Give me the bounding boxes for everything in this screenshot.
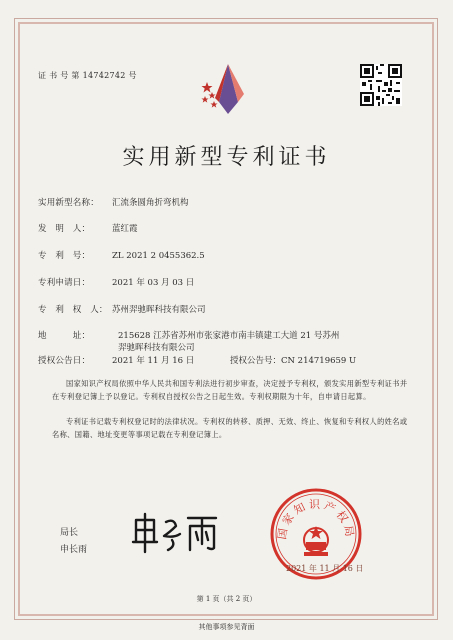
field-value: 苏州羿驰晖科技有限公司 — [112, 305, 206, 315]
footer-note: 其他事项参见背面 — [198, 623, 255, 631]
seal-date: 2021 年 11 月 16 日 — [286, 564, 364, 573]
seal-text: 国家知识产权局 — [275, 498, 357, 541]
director-signature — [130, 512, 222, 554]
publication-number-value: CN 214719659 U — [281, 356, 357, 366]
field-value: 蓝红霞 — [112, 224, 138, 234]
certificate-title: 实用新型专利证书 — [122, 145, 331, 170]
certificate-number: 证 书 号 第 14742742 号 — [38, 71, 137, 80]
field-address — [38, 329, 339, 341]
field-patent-number — [38, 249, 205, 261]
field-label: 专 利 号： — [38, 251, 91, 261]
field-label: 专 利 权 人： — [38, 305, 108, 315]
field-inventor — [38, 222, 138, 234]
publication-number-label: 授权公告号： — [230, 356, 282, 366]
paragraph-legal-status: 专利证书记载专利权登记时的法律状况。专利权的转移、质押、无效、终止、恢复和专利权人的姓名或名称、国籍、地址变更等事项记载在专利登记簿上。 — [52, 417, 408, 439]
field-patentee — [38, 303, 206, 315]
director-name: 申长雨 — [60, 545, 88, 555]
field-label: 地 址： — [38, 331, 91, 341]
field-grant — [38, 354, 356, 366]
field-value: ZL 2021 2 0455362.5 — [112, 251, 205, 261]
field-application-date — [38, 276, 194, 288]
director-title: 局长 — [60, 528, 79, 538]
field-label: 专利申请日： — [38, 278, 91, 288]
cnipa-logo-icon — [198, 58, 258, 118]
field-value: 2021 年 03 月 03 日 — [112, 278, 195, 288]
address-line-1: 215628 江苏省苏州市张家港市南丰镇建工大道 21 号苏州 — [118, 331, 340, 341]
page-number: 第 1 页（共 2 页） — [196, 595, 257, 603]
field-value: 汇流条圆角折弯机构 — [112, 198, 189, 208]
grant-date-value: 2021 年 11 月 16 日 — [112, 356, 195, 366]
field-label: 实用新型名称： — [38, 198, 99, 208]
paragraph-grant-notice: 国家知识产权局依照中华人民共和国专利法进行初步审查，决定授予专利权，颁发实用新型专利证书并在专利登记簿上予以登记。专利权自授权公告之日起生效。专利权期限为十年，自申请日起算。 — [52, 379, 408, 401]
grant-date-label: 授权公告日： — [38, 356, 91, 366]
field-utility-model-name — [38, 196, 189, 208]
field-label: 发 明 人： — [38, 224, 91, 234]
qr-code-icon — [360, 64, 402, 106]
address-line-2: 羿驰晖科技有限公司 — [118, 343, 195, 353]
